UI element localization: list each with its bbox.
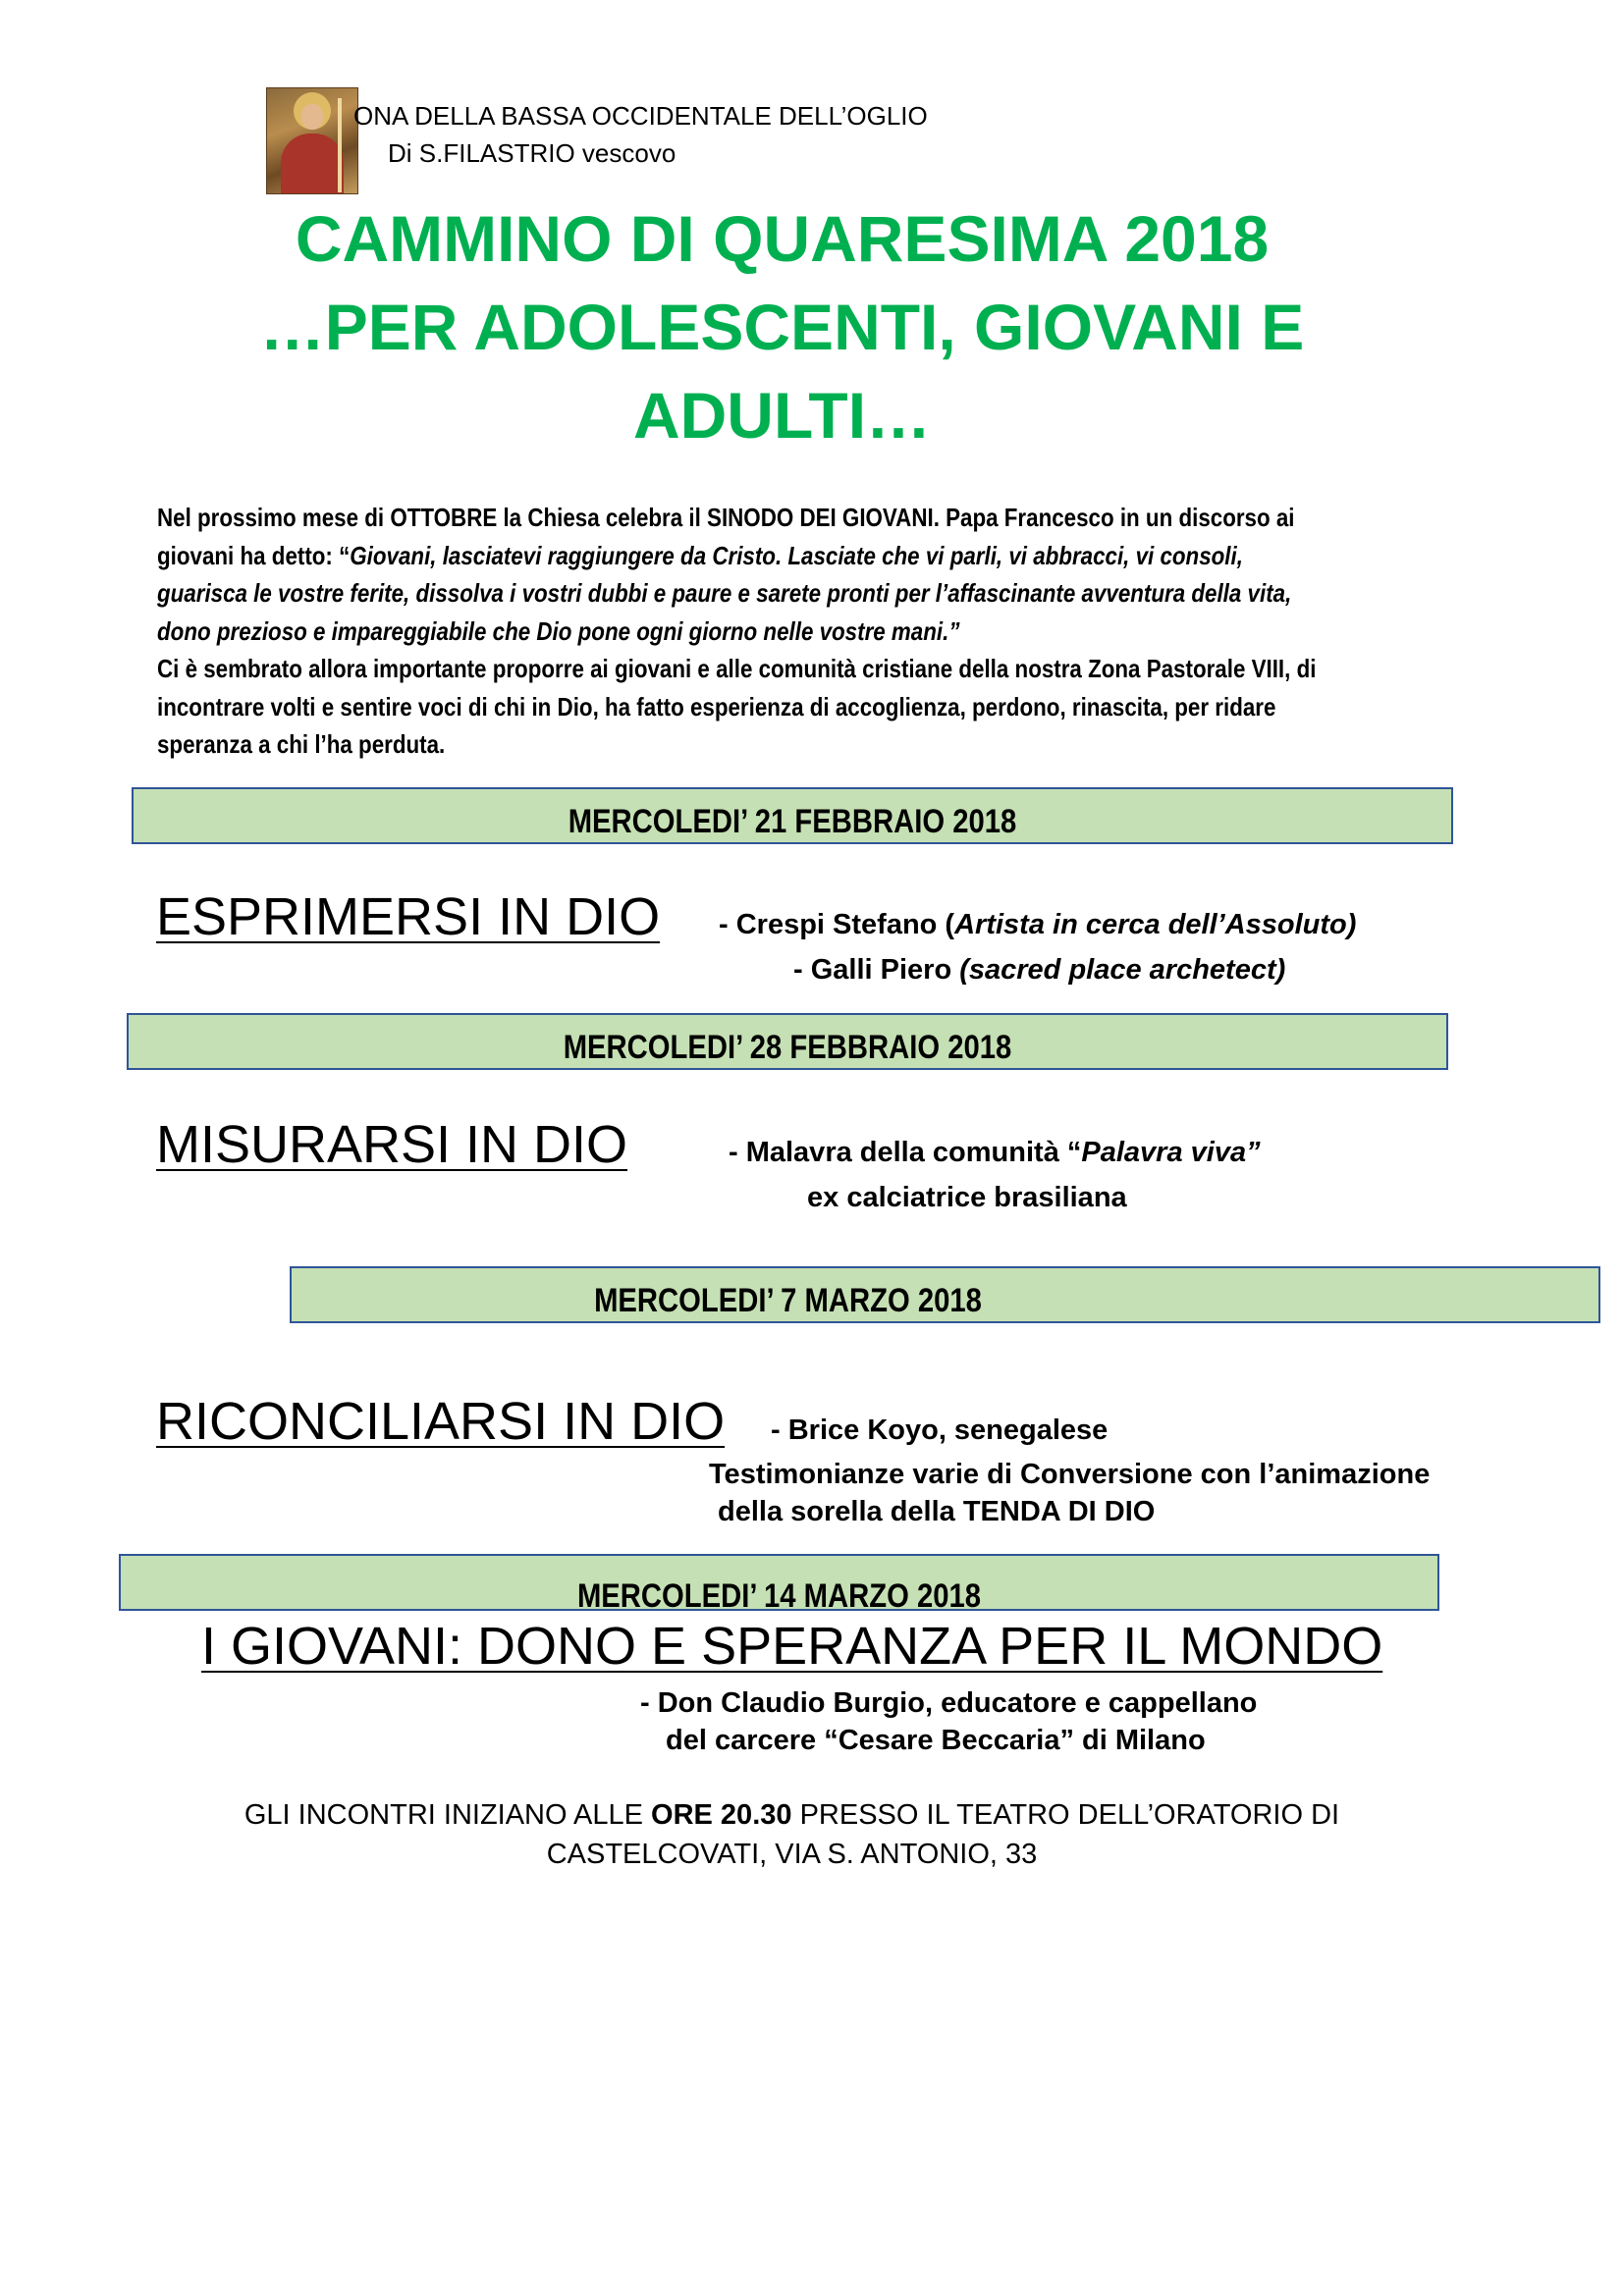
speaker-line: - Crespi Stefano (Artista in cerca dell’Assoluto) (719, 909, 1357, 940)
speaker-line: - Malavra della comunità “Palavra viva” (729, 1137, 1261, 1168)
intro-line: Nel prossimo mese di OTTOBRE la Chiesa celebra il SINODO DEI GIOVANI. Papa Francesco in un discorso ai (157, 503, 1295, 532)
event-topic: RICONCILIARSI IN DIO (156, 1392, 726, 1451)
intro-line: Ci è sembrato allora importante proporre ai giovani e alle comunità cristiane della nostra Zona Pastorale VIII, di (157, 654, 1317, 683)
intro-line: speranza a chi l’ha perduta. (157, 729, 446, 759)
intro-line: dono prezioso e impareggiabile che Dio pone ogni giorno nelle vostre mani.” (157, 615, 960, 646)
event-topic: I GIOVANI: DONO E SPERANZA PER IL MONDO (201, 1617, 1383, 1676)
date-band-1 (132, 787, 1453, 844)
event-topic: MISURARSI IN DIO (156, 1115, 628, 1174)
saint-portrait-image (266, 87, 358, 194)
title-line-3: ADULTI… (632, 379, 932, 452)
date-band-2 (127, 1013, 1448, 1070)
intro-line: giovani ha detto: “Giovani, lasciatevi raggiungere da Cristo. Lasciate che vi parli, vi abbracci, vi consoli, (157, 540, 1243, 570)
intro-paragraph (157, 499, 1512, 764)
event-date: MERCOLEDI’ 21 FEBBRAIO 2018 (568, 803, 1017, 840)
intro-line: incontrare volti e sentire voci di chi in Dio, ha fatto esperienza di accoglienza, perdono, rinascita, per ridare (157, 691, 1276, 721)
title-line-2: …PER ADOLESCENTI, GIOVANI E (259, 291, 1305, 363)
speaker-line: ex calciatrice brasiliana (807, 1182, 1127, 1213)
event-date: MERCOLEDI’ 28 FEBBRAIO 2018 (563, 1029, 1012, 1066)
zone-name: ONA DELLA BASSA OCCIDENTALE DELL’OGLIO (353, 101, 928, 131)
speaker-line: - Brice Koyo, senegalese (771, 1415, 1109, 1446)
speaker-line: - Galli Piero (sacred place archetect) (793, 954, 1286, 986)
speaker-line: della sorella della TENDA DI DIO (718, 1496, 1156, 1527)
intro-line: guarisca le vostre ferite, dissolva i vostri dubbi e paure e sarete pronti per l’affascinante avventura della vita, (157, 578, 1292, 608)
date-band-3 (290, 1266, 1600, 1323)
speaker-line: - Don Claudio Burgio, educatore e cappellano (640, 1687, 1258, 1719)
event-date: MERCOLEDI’ 14 MARZO 2018 (576, 1577, 982, 1615)
meeting-time: ORE 20.30 (651, 1799, 792, 1831)
event-date: MERCOLEDI’ 7 MARZO 2018 (594, 1282, 982, 1319)
meeting-info (0, 1795, 1603, 1874)
date-band-4 (119, 1554, 1439, 1615)
title-line-1: CAMMINO DI QUARESIMA 2018 (295, 202, 1270, 275)
speaker-line: del carcere “Cesare Beccaria” di Milano (666, 1725, 1206, 1756)
quote-text: Giovani, lasciatevi raggiungere da Cristo. Lasciate che vi parli, vi abbracci, vi consoli, (350, 540, 1243, 570)
meeting-info-line-1: GLI INCONTRI INIZIANO ALLE ORE 20.30 PRESSO IL TEATRO DELL’ORATORIO DI (243, 1799, 1340, 1831)
event-topic: ESPRIMERSI IN DIO (156, 887, 661, 946)
speaker-line: Testimonianze varie di Conversione con l’animazione (709, 1459, 1431, 1490)
meeting-info-line-2: CASTELCOVATI, VIA S. ANTONIO, 33 (546, 1839, 1038, 1870)
patron-saint: Di S.FILASTRIO vescovo (388, 138, 676, 168)
